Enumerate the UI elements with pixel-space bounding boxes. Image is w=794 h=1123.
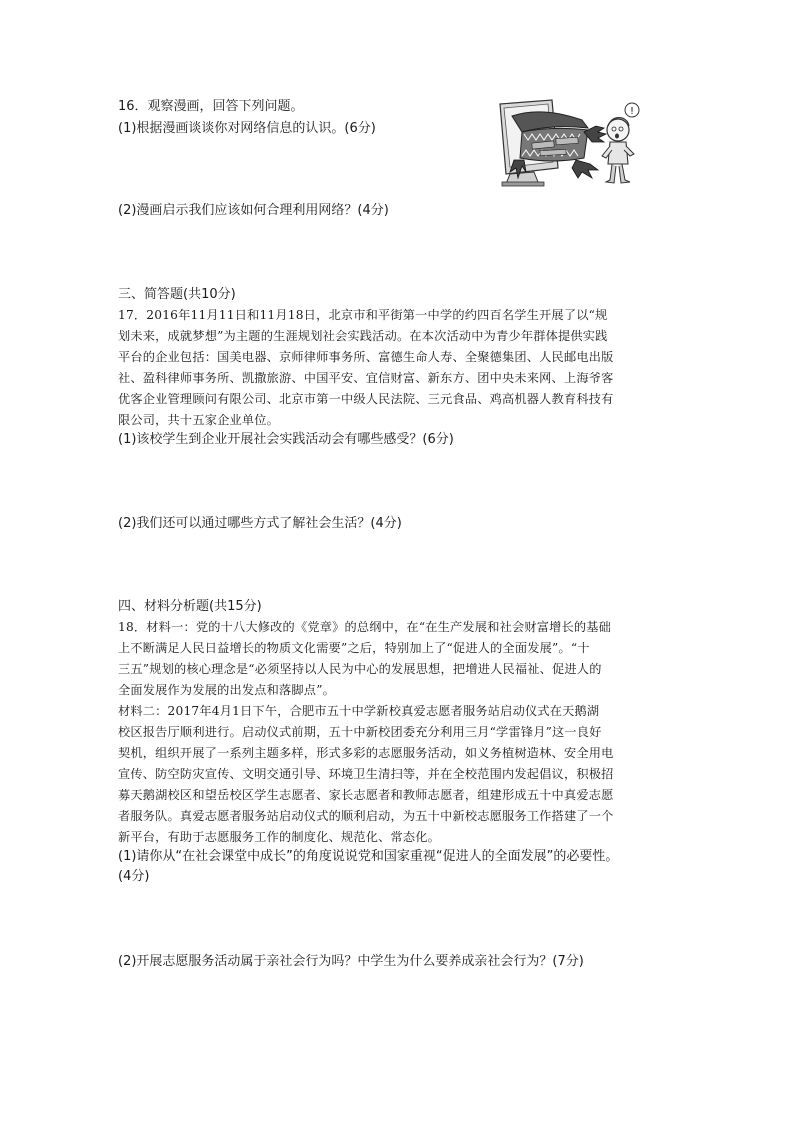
q16-title: 16．观察漫画，回答下列问题。 [118,99,304,114]
q18-m1-line-4: 全面发展作为发展的出发点和落脚点”。 [118,683,336,697]
q18-m2-line-3: 契机，组织开展了一系列主题多样，形式多彩的志愿服务活动，如义务植树造林、安全用电 [118,746,614,760]
q18-m2-line-4: 宣传、防空防灾宣传、文明交通引导、环境卫生清扫等，并在全校范围内发起倡议，积极招 [118,767,614,781]
q18-m2-line-6: 者服务队。真爱志愿者服务站启动仪式的顺利启动，为五十中新校志愿服务工作搭建了一个 [118,809,614,823]
q17-line-3: 平台的企业包括：国美电器、京师律师事务所、富德生命人寿、全聚德集团、人民邮电出版 [118,350,614,364]
q18-sub2: (2)开展志愿服务活动属于亲社会行为吗？中学生为什么要养成亲社会行为？(7分) [118,954,584,969]
monster-mouth-icon [512,112,588,161]
q18-m1-line-2: 上不断满足人民日益增长的物质文化需要”之后，特别加上了“促进人的全面发展”。“十 [118,641,590,655]
cartoon-monitor-monster-icon [492,98,642,190]
q18-m2-line-1: 材料二：2017年4月1日下午，合肥市五十中学新校真爱志愿者服务站启动仪式在天鹅湖 [118,704,600,718]
q18-sub1-line-2: (4分) [118,869,150,884]
section4-heading: 四、材料分析题(共15分) [118,599,262,614]
q17-sub2: (2)我们还可以通过哪些方式了解社会生活？(4分) [118,516,402,531]
q18-m2-line-2: 校区报告厅顺利进行。启动仪式前期，五十中新校团委充分利用三月“学雷锋月”这一良好 [118,725,602,739]
q16-sub2: (2)漫画启示我们应该如何合理利用网络？(4分) [118,203,389,218]
q18-m2-line-7: 新平台，有助于志愿服务工作的制度化、规范化、常态化。 [118,830,441,844]
q17-sub1: (1)该校学生到企业开展社会实践活动会有哪些感受？(6分) [118,432,454,447]
q18-m1-line-1: 18．材料一：党的十八大修改的《党章》的总纲中，在“在生产发展和社会财富增长的基础 [118,620,612,634]
q17-line-4: 社、盈科律师事务所、凯撒旅游、中国平安、宜信财富、新东方、团中央未来网、上海爷客 [118,371,614,385]
q18-m1-line-3: 三五”规划的核心理念是“必须坚持以人民为中心的发展思想，把增进人民福祉、促进人的 [118,662,602,676]
q17-line-5: 优客企业管理顾问有限公司、北京市第一中级人民法院、三元食品、鸡高机器人教育科技有 [118,392,614,406]
section3-heading: 三、简答题(共10分) [118,287,236,302]
q17-line-2: 划未来，成就梦想”为主题的生涯规划社会实践活动。在本次活动中为青少年群体提供实践 [118,329,608,343]
q17-line-6: 限公司，共十五家企业单位。 [118,413,280,427]
exclaim-mark: ! [630,106,635,117]
q18-sub1-line-1: (1)请你从“在社会课堂中成长”的角度说说党和国家重视“促进人的全面发展”的必要性。 [118,849,619,864]
q16-sub1: (1)根据漫画谈谈你对网络信息的认识。(6分) [118,121,376,136]
q17-line-1: 17．2016年11月11日和11月18日，北京市和平街第一中学的约四百名学生开展了以“规 [118,308,608,322]
q18-m2-line-5: 募天鹅湖校区和望岳校区学生志愿者、家长志愿者和教师志愿者，组建形成五十中真爱志愿 [118,788,614,802]
